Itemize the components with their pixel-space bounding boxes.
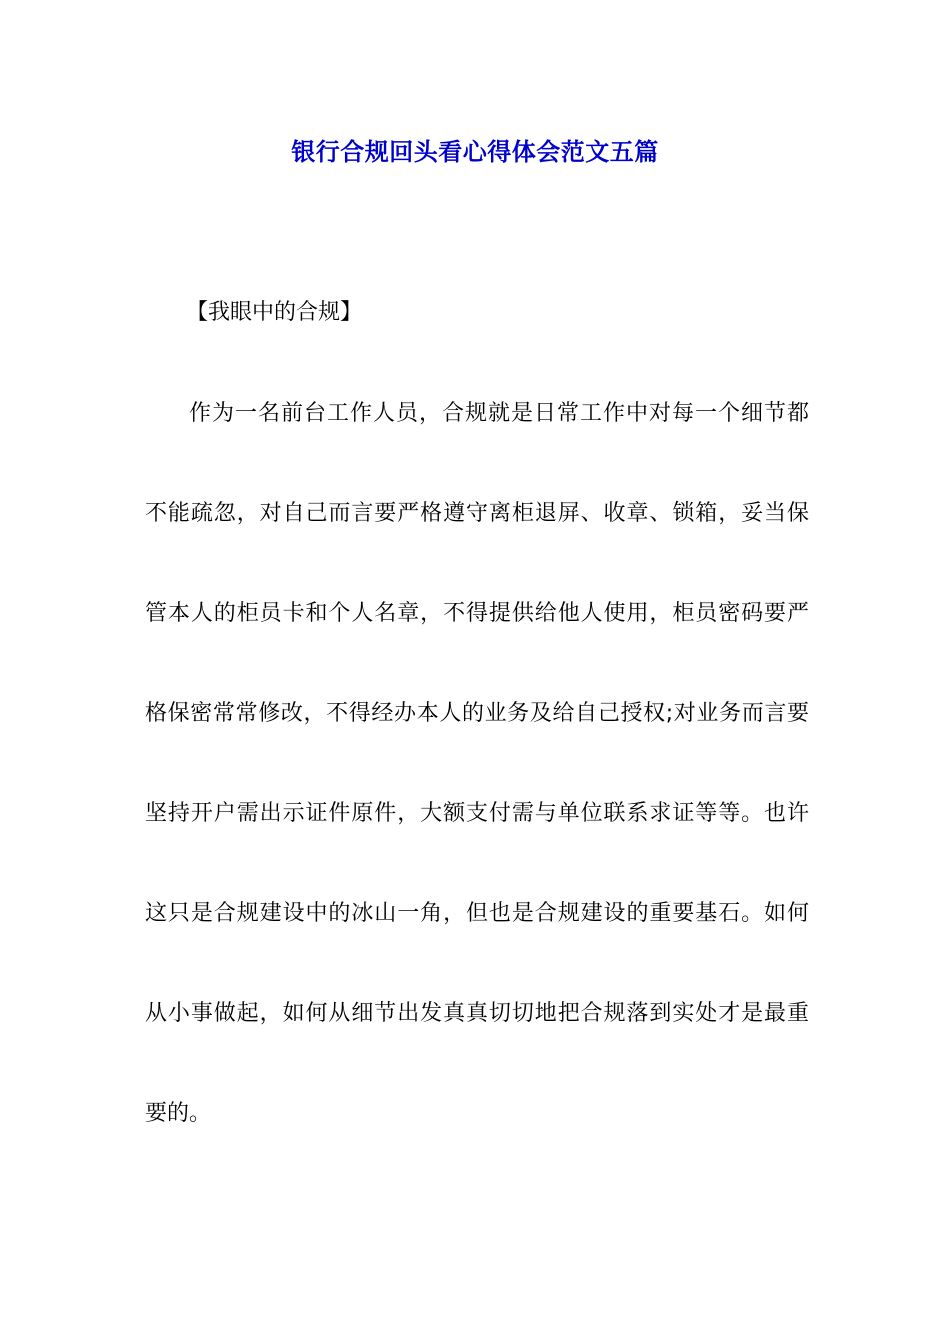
- paragraph: [145, 394, 809, 1194]
- paragraph-line: 作为一名前台工作人员，合规就是日常工作中对每一个细节都: [189, 401, 809, 426]
- paragraph-line: 这只是合规建设中的冰山一角，但也是合规建设的重要基石。如何: [145, 901, 809, 926]
- paragraph-line: 要的。: [145, 1101, 212, 1126]
- paragraph-line: 格保密常常修改，不得经办本人的业务及给自己授权;对业务而言要: [145, 701, 809, 726]
- paragraph-line: 不能疏忽，对自己而言要严格遵守离柜退屏、收章、锁箱，妥当保: [145, 501, 809, 526]
- section-heading: 【我眼中的合规】: [186, 300, 363, 325]
- paragraph-line: 从小事做起，如何从细节出发真真切切地把合规落到实处才是最重: [145, 1001, 809, 1026]
- document-title: 银行合规回头看心得体会范文五篇: [291, 138, 659, 166]
- paragraph-line: 坚持开户需出示证件原件，大额支付需与单位联系求证等等。也许: [145, 801, 809, 826]
- paragraph-line: 管本人的柜员卡和个人名章，不得提供给他人使用，柜员密码要严: [145, 601, 809, 626]
